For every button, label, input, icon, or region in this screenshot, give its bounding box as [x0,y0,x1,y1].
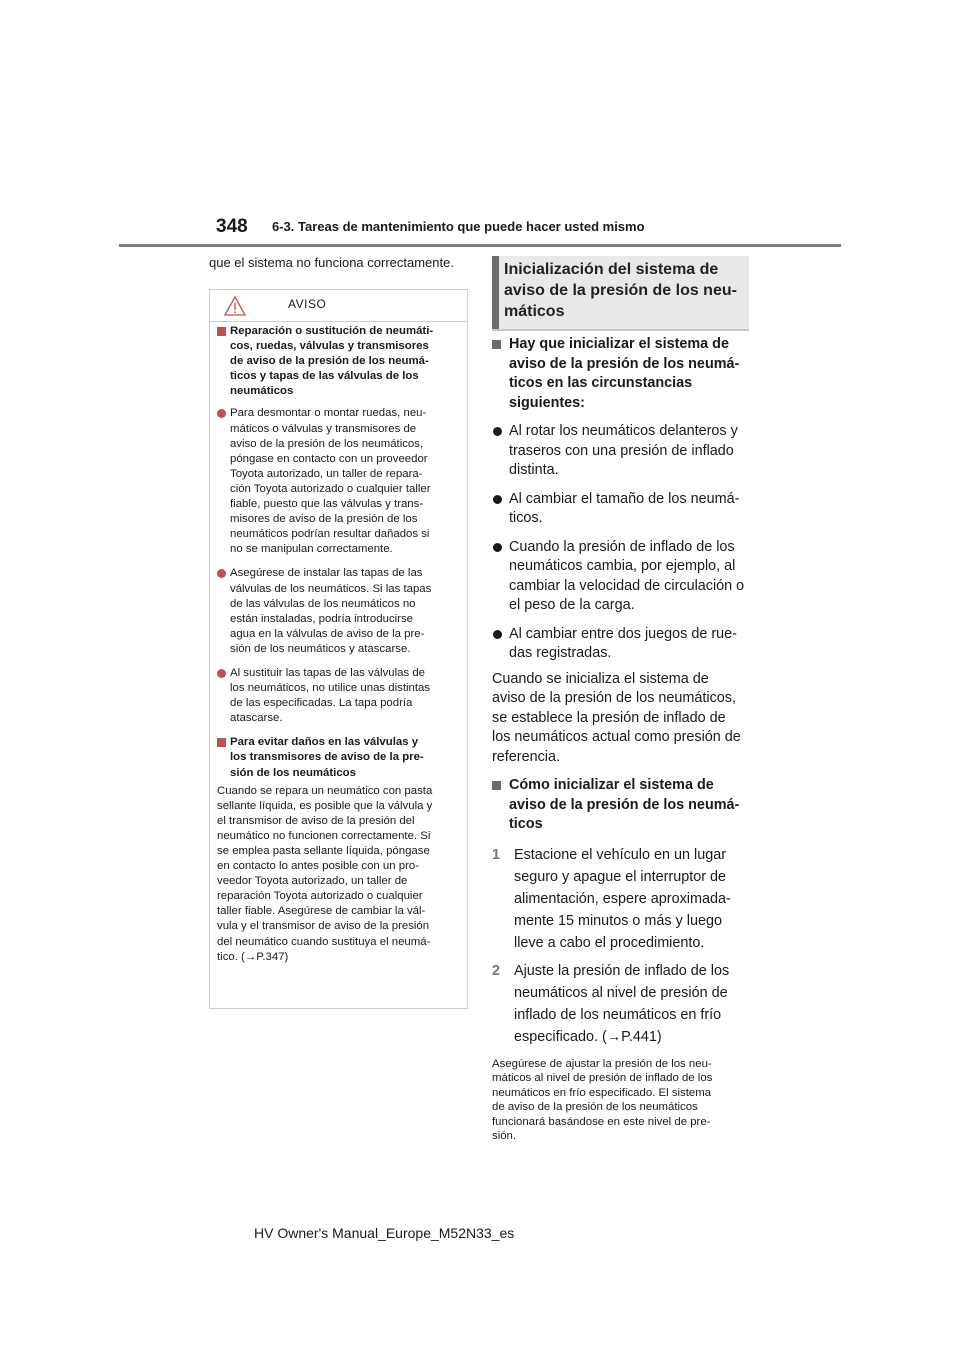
bullet-dot-icon [217,569,226,578]
list-item-text: Cuando la presión de inflado de los neumáticos cambia, por ejemplo, al cambiar la velocidad de circulación o el peso de la carga. [509,538,745,613]
square-bullet-icon [492,340,501,349]
step-text: Estacione el vehículo en un lugar seguro y apague el interruptor de alimentación, espere aproximada- mente 15 minutos o más y luego lleve a cabo el procedimiento. [514,846,731,951]
header-divider [119,244,841,247]
warning-bullet [217,666,457,726]
warning-bullet-text: Asegúrese de instalar las tapas de las válvulas de los neumáticos. Si las tapas de las válvulas de los neumáticos no están instaladas, podría introducirse agua en la válvulas de aviso de la pre- sión de los neumáticos y atascarse. [230,567,432,655]
list-item-text: Al cambiar entre dos juegos de rue- das registradas. [509,625,737,661]
warning-divider [210,321,467,322]
page-number: 348 [216,216,248,237]
step-item [492,844,748,954]
warning-box [209,289,468,1009]
list-item-text: Al cambiar el tamaño de los neumá- ticos. [509,490,740,526]
step-number: 1 [492,846,501,863]
square-bullet-icon [492,781,501,790]
warning-heading-text: Para evitar daños en las válvulas y los transmisores de aviso de la pre- sión de los neumáticos [230,736,424,779]
bullet-dot-icon [493,630,502,639]
note-paragraph: Asegúrese de ajustar la presión de los neu- máticos al nivel de presión de inflado de los neumáticos en frío especificado. El sistema de aviso de la presión de los neumáticos funcionará basándose en este nivel de pre- sión. [492,1057,713,1143]
list-item-text: Al rotar los neumáticos delanteros y traseros con una presión de inflado distinta. [509,423,738,478]
warning-header [210,290,467,320]
step-number: 2 [492,962,501,979]
subheading-how [492,776,748,835]
body-paragraph: Cuando se inicializa el sistema de aviso de la presión de los neumáticos, se establece la presión de inflado de los neumáticos actual como presión de referencia. [492,670,741,765]
warning-bullet [217,566,457,657]
warning-title: AVISO [288,297,327,311]
step-text: Ajuste la presión de inflado de los neumáticos al nivel de presión de inflado de los neumáticos en frío especificado. (→P.441) [514,962,730,1045]
list-item [492,490,748,529]
warning-heading-damage [217,735,457,780]
bullet-dot-icon [493,427,502,436]
warning-content [217,324,457,965]
section-heading-box [492,256,749,331]
warning-triangle-icon [224,296,246,316]
warning-bullet [217,406,457,557]
step-item [492,960,748,1048]
list-item [492,625,748,664]
bullet-dot-icon [217,669,226,678]
square-bullet-icon [217,327,226,336]
bullet-dot-icon [217,409,226,418]
warning-heading-repair [217,324,457,399]
bullet-dot-icon [493,495,502,504]
subheading-when [492,335,748,413]
right-column [492,335,748,1144]
subheading-text: Hay que inicializar el sistema de aviso de la presión de los neumá- ticos en las circunstancias siguientes: [509,336,740,411]
section-title: Inicialización del sistema de aviso de la presión de los neu- máticos [504,261,737,320]
subheading-text: Cómo inicializar el sistema de aviso de la presión de los neumá- ticos [509,777,740,832]
intro-text: que el sistema no funciona correctamente. [209,255,454,270]
chapter-title: 6-3. Tareas de mantenimiento que puede hacer usted mismo [272,219,645,234]
square-bullet-icon [217,738,226,747]
section-heading-bar [492,256,499,329]
footer-manual-id: HV Owner's Manual_Europe_M52N33_es [254,1225,515,1241]
warning-paragraph: Cuando se repara un neumático con pasta sellante líquida, es posible que la válvula y el transmisor de aviso de la presión del neumático no funcionen correctamente. Si se emplea pasta sellante líquida, póngase en contacto lo antes posible con un pro- veedor Toyota autorizado, un taller de reparación Toyota autorizado o cualquier taller fiable. Asegúrese de cambiar la vál- vula y el transmisor de aviso de la presión del neumático cuando sustituya el neumá- tico. (→P.347) [217,784,433,963]
list-item [492,422,748,481]
warning-heading-text: Reparación o sustitución de neumáti- cos, ruedas, válvulas y transmisores de aviso de la presión de los neumá- ticos y tapas de las válvulas de los neumáticos [230,325,434,398]
bullet-dot-icon [493,543,502,552]
warning-bullet-text: Al sustituir las tapas de las válvulas de los neumáticos, no utilice unas distintas de las especificadas. La tapa podría atascarse. [230,666,431,725]
warning-bullet-text: Para desmontar o montar ruedas, neu- máticos o válvulas y transmisores de aviso de la presión de los neumáticos, póngase en contacto con un proveedor Toyota autorizado, un taller de repara- ción Toyota autorizado o cualquier taller fiable, puesto que las válvulas y trans- misores de aviso de la presión de los neumáticos podrían resultar dañados si no se manipulan correctamente. [230,407,431,556]
list-item [492,538,748,616]
